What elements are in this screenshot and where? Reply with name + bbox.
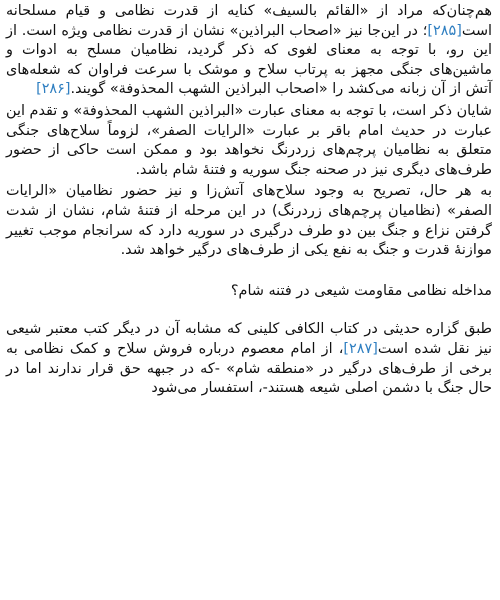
paragraph-note xyxy=(6,102,492,180)
paragraph-text: ؛ در این‌جا نیز «اصحاب البراذین» نشان از قدرت نظامی ویژه است. از این رو، با توجه به معنای لغوی که ذکر گردید، نظامیان مسلح به ادوات و ماشین‌های جنگی مجهز به پرتاب سلاح و موشک با سرعت فراوان که شعله‌های آتش از آن زبانه می‌کشد را «اصحاب البراذین الشهب المحذوفة» گویند. xyxy=(6,22,492,98)
paragraph-text: هم‌چنان‌که مراد از «القائم بالسیف» کنایه از قدرت نظامی و قیام مسلحانه است xyxy=(6,3,492,39)
paragraph-hadith xyxy=(6,320,492,398)
paragraph-text: به هر حال، تصریح به وجود سلاح‌های آتش‌زا و نیز حضور نظامیان «الرایات الصفر» (نظامیان پرچم‌های زردرنگ) در این مرحله از فتنهٔ شام، نشان از شدت گرفتن نزاع و جنگ بین دو طرف درگیری در سوریه دارد که سرانجام موجب تغییر موازنهٔ قدرت و جنگ به نفع یکی از طرف‌های درگیر خواهد شد. xyxy=(6,183,492,259)
paragraph-intro xyxy=(6,2,492,100)
paragraph-text: ، از امام معصوم درباره فروش سلاح و کمک نظامی به برخی از طرف‌های درگیر در «منطقه شام» -که در جبهه حق قرار ندارند اما در حال جنگ با دشمن اصلی شیعه هستند-، استفسار می‌شود xyxy=(6,340,492,397)
paragraph-text: طبق گزاره حدیثی در کتاب الکافی کلینی که مشابه آن در دیگر کتب معتبر شیعی نیز نقل شده است xyxy=(6,321,492,357)
paragraph-text: شایان ذکر است، با توجه به معنای عبارت «البراذین الشهب المحذوفة» و تقدم این عبارت در حدیث امام باقر بر عبارت «الرایات الصفر»، لزوماً سلاح‌های جنگی متعلق به نظامیان پرچم‌های زردرنگ نخواهد بود و ممکن است حاکی از حضور طرف‌های دیگری نیز در صحنه جنگ سوریه و فتنهٔ شام باشد. xyxy=(6,102,492,178)
document-page xyxy=(6,2,492,401)
footnote-link[interactable]: [۲۸۶] xyxy=(36,81,71,98)
footnote-link[interactable]: [۲۸۷] xyxy=(343,340,378,357)
paragraph-conclusion xyxy=(6,182,492,260)
section-heading: مداخله نظامی مقاومت شیعی در فتنه شام؟ xyxy=(230,282,492,299)
footnote-link[interactable]: [۲۸۵] xyxy=(427,22,462,39)
